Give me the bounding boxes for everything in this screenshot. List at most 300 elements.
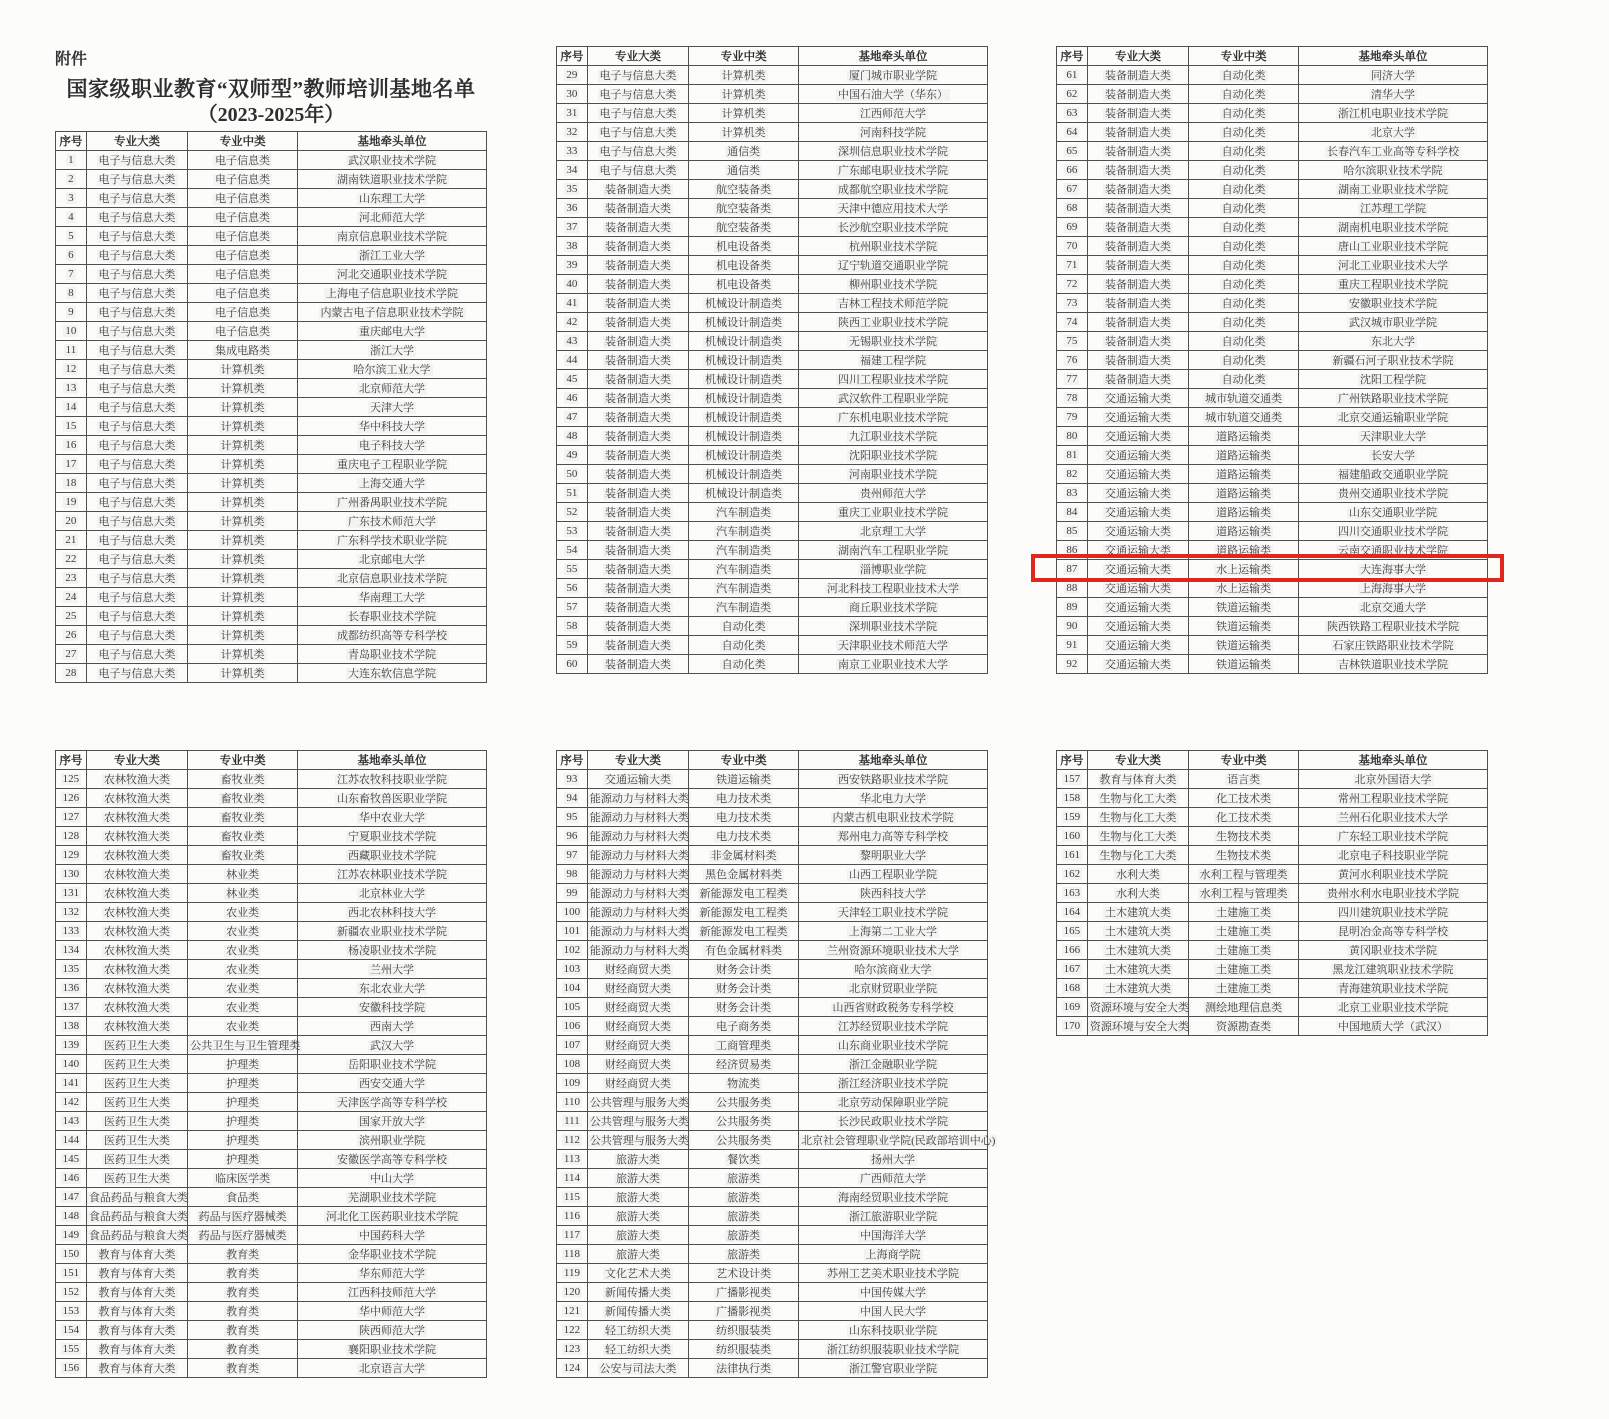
cell-text: 66 (1066, 164, 1078, 176)
table-cell (56, 1093, 87, 1112)
cell-text: 哈尔滨工业大学 (353, 364, 431, 376)
cell-text: 公共卫生与卫生管理类 (190, 1040, 301, 1052)
table-cell (298, 922, 487, 941)
cell-text: 33 (566, 145, 578, 157)
table-cell (557, 827, 588, 846)
table-cell (86, 941, 187, 960)
cell-text: 广西师范大学 (860, 1173, 927, 1185)
table-cell (1189, 903, 1299, 922)
table-cell (56, 1207, 87, 1226)
cell-text: 汽车制造类 (716, 602, 772, 614)
table-cell (587, 617, 688, 636)
table-row (56, 884, 487, 903)
cell-text: 102 (563, 944, 581, 956)
cell-text: 华北电力大学 (860, 793, 927, 805)
cell-text: 贵州师范大学 (860, 488, 927, 500)
table-cell (1189, 161, 1299, 180)
table-row (1057, 941, 1488, 960)
cell-text: 机械设计制造类 (705, 317, 783, 329)
table-cell (689, 541, 799, 560)
cell-text: 旅游大类 (616, 1173, 661, 1185)
cell-text: 78 (1066, 392, 1078, 404)
table-row (557, 161, 988, 180)
table-cell (86, 265, 187, 284)
cell-text: 安徽科技学院 (359, 1002, 426, 1014)
table-cell (1299, 256, 1488, 275)
cell-text: 40 (566, 278, 578, 290)
table-cell (799, 998, 988, 1017)
table-row (557, 123, 988, 142)
table-cell (1087, 503, 1188, 522)
table-cell (689, 1188, 799, 1207)
table-cell (1087, 884, 1188, 903)
cell-text: 自动化类 (1221, 222, 1266, 234)
table-cell (188, 1169, 298, 1188)
cell-text: 唐山工业职业技术学院 (1338, 241, 1449, 253)
cell-text: 装备制造大类 (605, 564, 672, 576)
cell-text: 财经商贸大类 (605, 1002, 672, 1014)
cell-text: 22 (65, 553, 77, 565)
table-cell (1057, 408, 1088, 427)
cell-text: 畜牧业类 (220, 793, 265, 805)
table-row (56, 151, 487, 170)
table-cell (557, 484, 588, 503)
table-cell (1057, 180, 1088, 199)
table-row (557, 808, 988, 827)
cell-text: 145 (62, 1153, 80, 1165)
table-cell (1057, 922, 1088, 941)
cell-text: 农林牧渔大类 (104, 888, 171, 900)
table-cell (298, 379, 487, 398)
table-cell (587, 351, 688, 370)
cell-text: 水利大类 (1116, 869, 1161, 881)
table-cell (1189, 180, 1299, 199)
table-cell (689, 865, 799, 884)
cell-text: 电子与信息大类 (98, 383, 176, 395)
table-row (56, 1359, 487, 1378)
table-cell (1087, 922, 1188, 941)
cell-text: 教育与体育大类 (98, 1249, 176, 1261)
table-cell (587, 256, 688, 275)
column-header: 专业中类 (689, 47, 799, 66)
cell-text: 自动化类 (1221, 279, 1266, 291)
table-cell (1057, 66, 1088, 85)
cell-text: 轻工纺织大类 (605, 1325, 672, 1337)
cell-text: 法律执行类 (716, 1363, 772, 1375)
cell-text: 中国药科大学 (359, 1230, 426, 1242)
cell-text: 装备制造大类 (605, 469, 672, 481)
table-cell (1057, 427, 1088, 446)
table-cell (1057, 979, 1088, 998)
table-cell (86, 1131, 187, 1150)
table-cell (298, 1283, 487, 1302)
cell-text: 襄阳职业技术学院 (348, 1344, 437, 1356)
cell-text: 41 (566, 297, 578, 309)
cell-text: 142 (62, 1096, 80, 1108)
cell-text: 电子与信息大类 (98, 459, 176, 471)
table-cell (799, 1359, 988, 1378)
table-cell (1057, 503, 1088, 522)
table-cell (188, 1036, 301, 1055)
table-cell (1189, 922, 1299, 941)
cell-text: 交通运输大类 (1105, 450, 1172, 462)
cell-text: 装备制造大类 (1105, 127, 1172, 139)
table-cell (1299, 104, 1488, 123)
table-row (56, 827, 487, 846)
cell-text: 青岛职业技术学院 (348, 649, 437, 661)
cell-text: 浙江机电职业技术学院 (1338, 108, 1449, 120)
table-row (56, 398, 487, 417)
cell-text: 104 (563, 982, 581, 994)
cell-text: 装备制造大类 (605, 659, 672, 671)
table-cell (188, 1074, 298, 1093)
table-cell (557, 256, 588, 275)
table-cell (56, 550, 87, 569)
table-cell (799, 1169, 988, 1188)
cell-text: 财经商贸大类 (605, 1040, 672, 1052)
table-row (557, 541, 988, 560)
cell-text: 5 (68, 230, 74, 242)
cell-text: 土木建筑大类 (1105, 926, 1172, 938)
table-cell (1189, 636, 1299, 655)
cell-text: 成都纺织高等专科学校 (337, 630, 448, 642)
table-cell (86, 341, 187, 360)
table-cell (298, 398, 487, 417)
table-row (557, 1188, 988, 1207)
table-row (557, 1340, 988, 1359)
cell-text: 自动化类 (1221, 355, 1266, 367)
cell-text: 北京劳动保障职业学院 (838, 1097, 949, 1109)
cell-text: 164 (1063, 906, 1081, 918)
table-cell (1189, 218, 1299, 237)
table-cell (298, 827, 487, 846)
cell-text: 装备制造大类 (1105, 146, 1172, 158)
cell-text: 兰州大学 (370, 964, 415, 976)
table-cell (689, 218, 799, 237)
table-cell (188, 493, 298, 512)
cell-text: 护理类 (226, 1097, 260, 1109)
cell-text: 121 (563, 1305, 581, 1317)
table-cell (298, 417, 487, 436)
cell-text: 湖南工业职业技术学院 (1338, 184, 1449, 196)
table-cell (689, 427, 799, 446)
table-cell (1189, 884, 1299, 903)
table-cell (1087, 237, 1188, 256)
cell-text: 广东机电职业技术学院 (838, 412, 949, 424)
table-row (56, 998, 487, 1017)
table-cell (1299, 408, 1488, 427)
table-row (557, 1131, 988, 1150)
cell-text: 护理类 (226, 1135, 260, 1147)
table-cell (1057, 275, 1088, 294)
table-cell (1087, 617, 1188, 636)
table-cell (86, 379, 187, 398)
cell-text: 电子与信息大类 (98, 478, 176, 490)
table-cell (587, 1264, 688, 1283)
cell-text: 医药卫生大类 (104, 1097, 171, 1109)
table-cell (188, 607, 298, 626)
cell-text: 84 (1066, 506, 1078, 518)
table-cell (1189, 979, 1299, 998)
cell-text: 27 (65, 648, 77, 660)
cell-text: 电子信息类 (215, 307, 271, 319)
table-cell (689, 1055, 799, 1074)
cell-text: 教育类 (226, 1268, 260, 1280)
cell-text: 护理类 (226, 1154, 260, 1166)
table-cell (799, 351, 988, 370)
cell-text: 铁道运输类 (716, 774, 772, 786)
table-cell (56, 789, 87, 808)
table-cell (587, 1074, 688, 1093)
table-cell (1087, 161, 1188, 180)
table-cell (689, 560, 799, 579)
table-cell (56, 1245, 87, 1264)
table-cell (689, 1074, 799, 1093)
cell-text: 2 (68, 173, 74, 185)
table-header-row (557, 47, 988, 66)
cell-text: 64 (1066, 126, 1078, 138)
cell-text: 新疆石河子职业技术学院 (1332, 355, 1454, 367)
table-cell (298, 664, 487, 683)
table-row (557, 1321, 988, 1340)
table-row (1057, 655, 1488, 674)
table-row (557, 218, 988, 237)
table-cell (298, 208, 487, 227)
cell-text: 林业类 (226, 869, 260, 881)
table-cell (587, 789, 688, 808)
cell-text: 上海第二工业大学 (849, 926, 938, 938)
table-cell (86, 208, 187, 227)
table-cell (298, 1074, 487, 1093)
cell-text: 电子与信息大类 (98, 155, 176, 167)
table-cell (86, 1150, 187, 1169)
cell-text: 华中师范大学 (359, 1306, 426, 1318)
table-cell (1087, 1017, 1188, 1036)
table-cell (86, 436, 187, 455)
table-row (557, 1359, 988, 1378)
cell-text: 水利工程与管理类 (1199, 869, 1288, 881)
cell-text: 133 (62, 925, 80, 937)
table-row (56, 246, 487, 265)
cell-text: 铁道运输类 (1216, 621, 1272, 633)
table-cell (188, 941, 298, 960)
table-cell (86, 1074, 187, 1093)
cell-text: 93 (566, 773, 578, 785)
cell-text: 清华大学 (1371, 89, 1416, 101)
cell-text: 122 (563, 1324, 581, 1336)
cell-text: 四川建筑职业技术学院 (1338, 907, 1449, 919)
cell-text: 道路运输类 (1216, 507, 1272, 519)
table-cell (56, 846, 87, 865)
cell-text: 天津轻工职业技术学院 (838, 907, 949, 919)
cell-text: 山西工程职业学院 (849, 869, 938, 881)
cell-text: 商丘职业技术学院 (849, 602, 938, 614)
table-cell (86, 1340, 187, 1359)
table-cell (587, 1321, 688, 1340)
table-cell (1087, 66, 1188, 85)
base-list-table-1-28 (55, 131, 487, 683)
table-cell (557, 1093, 588, 1112)
cell-text: 电子与信息大类 (599, 108, 677, 120)
table-row (1057, 199, 1488, 218)
cell-text: 71 (1066, 259, 1078, 271)
cell-text: 工商管理类 (716, 1040, 772, 1052)
table-cell (56, 808, 87, 827)
table-cell (689, 465, 799, 484)
table-row (1057, 770, 1488, 789)
table-cell (799, 370, 988, 389)
cell-text: 江苏农林职业技术学院 (337, 869, 448, 881)
table-cell (1057, 960, 1088, 979)
table-cell (298, 1036, 487, 1055)
cell-text: 广东邮电职业技术学院 (838, 165, 949, 177)
table-cell (56, 284, 87, 303)
cell-text: 武汉城市职业学院 (1349, 317, 1438, 329)
table-row (557, 85, 988, 104)
table-cell (56, 531, 87, 550)
cell-text: 北京理工大学 (860, 526, 927, 538)
cell-text: 124 (563, 1362, 581, 1374)
table-cell (799, 636, 988, 655)
table-row (557, 142, 988, 161)
cell-text: 新能源发电工程类 (699, 888, 788, 900)
table-cell (799, 85, 988, 104)
table-cell (1057, 808, 1088, 827)
cell-text: 贵州交通职业技术学院 (1338, 488, 1449, 500)
table-cell (689, 351, 799, 370)
table-cell (587, 199, 688, 218)
cell-text: 教育类 (226, 1325, 260, 1337)
table-cell (86, 1359, 187, 1378)
table-row (56, 512, 487, 531)
cell-text: 医药卫生大类 (104, 1173, 171, 1185)
table-cell (188, 512, 298, 531)
table-row (557, 427, 988, 446)
table-cell (298, 550, 487, 569)
cell-text: 电子信息类 (215, 193, 271, 205)
cell-text: 6 (68, 249, 74, 261)
table-cell (86, 170, 187, 189)
cell-text: 装备制造大类 (605, 621, 672, 633)
cell-text: 电子与信息大类 (98, 402, 176, 414)
table-cell (298, 1359, 487, 1378)
cell-text: 农林牧渔大类 (104, 926, 171, 938)
cell-text: 167 (1063, 963, 1081, 975)
table-cell (799, 846, 988, 865)
table-row (1057, 237, 1488, 256)
cell-text: 15 (65, 420, 77, 432)
table-row (1057, 370, 1488, 389)
cell-text: 土建施工类 (1216, 926, 1272, 938)
cell-text: 机械设计制造类 (705, 488, 783, 500)
table-row (56, 1321, 487, 1340)
table-header-row (557, 751, 988, 770)
table-cell (689, 123, 799, 142)
table-row (557, 884, 988, 903)
table-cell (587, 161, 688, 180)
table-cell (587, 465, 688, 484)
table-cell (689, 579, 799, 598)
table-cell (86, 474, 187, 493)
table-cell (557, 1150, 588, 1169)
cell-text: 土木建筑大类 (1105, 983, 1172, 995)
table-cell (1299, 351, 1488, 370)
table-cell (1189, 237, 1299, 256)
cell-text: 电子信息类 (215, 174, 271, 186)
cell-text: 电子与信息大类 (98, 497, 176, 509)
column-header: 基地牵头单位 (298, 751, 487, 770)
table-cell (557, 636, 588, 655)
cell-text: 31 (566, 107, 578, 119)
table-row (56, 1055, 487, 1074)
table-cell (799, 1036, 988, 1055)
table-row (56, 1188, 487, 1207)
cell-text: 电子与信息大类 (98, 440, 176, 452)
cell-text: 西南大学 (370, 1021, 415, 1033)
table-cell (557, 199, 588, 218)
cell-text: 装备制造大类 (605, 488, 672, 500)
column-header: 专业大类 (86, 132, 187, 151)
cell-text: 160 (1063, 830, 1081, 842)
table-cell (56, 170, 87, 189)
table-cell (557, 1036, 588, 1055)
table-cell (1299, 655, 1488, 674)
cell-text: 101 (563, 925, 581, 937)
table-row (1057, 275, 1488, 294)
table-cell (1087, 903, 1188, 922)
table-cell (1189, 655, 1299, 674)
table-cell (587, 275, 688, 294)
cell-text: 109 (563, 1077, 581, 1089)
cell-text: 北京工业职业技术学院 (1338, 1002, 1449, 1014)
table-cell (1087, 351, 1188, 370)
table-cell (557, 979, 588, 998)
table-cell (1087, 389, 1188, 408)
table-cell (56, 1169, 87, 1188)
cell-text: 农林牧渔大类 (104, 983, 171, 995)
cell-text: 电子与信息大类 (98, 421, 176, 433)
table-cell (799, 979, 988, 998)
cell-text: 黑龙江建筑职业技术学院 (1332, 964, 1454, 976)
table-cell (1299, 218, 1488, 237)
table-row (1057, 123, 1488, 142)
cell-text: 54 (566, 544, 578, 556)
cell-text: 集成电路类 (215, 345, 271, 357)
table-row (56, 1283, 487, 1302)
cell-text: 教育与体育大类 (1099, 774, 1177, 786)
table-cell (298, 626, 487, 645)
cell-text: 广东技术师范大学 (348, 516, 437, 528)
cell-text: 155 (62, 1343, 80, 1355)
cell-text: 新疆农业职业技术学院 (337, 926, 448, 938)
cell-text: 土木建筑大类 (1105, 945, 1172, 957)
table-cell (188, 1245, 298, 1264)
table-row (56, 550, 487, 569)
table-cell (298, 588, 487, 607)
cell-text: 42 (566, 316, 578, 328)
cell-text: 农业类 (226, 983, 260, 995)
table-cell (799, 1131, 996, 1150)
table-header-row (56, 751, 487, 770)
cell-text: 土建施工类 (1216, 945, 1272, 957)
cell-text: 成都航空职业技术学院 (838, 184, 949, 196)
cell-text: 电子与信息大类 (98, 516, 176, 528)
cell-text: 电力技术类 (716, 793, 772, 805)
table-row (56, 903, 487, 922)
cell-text: 自动化类 (1221, 146, 1266, 158)
cell-text: 装备制造大类 (605, 545, 672, 557)
table-cell (56, 341, 87, 360)
